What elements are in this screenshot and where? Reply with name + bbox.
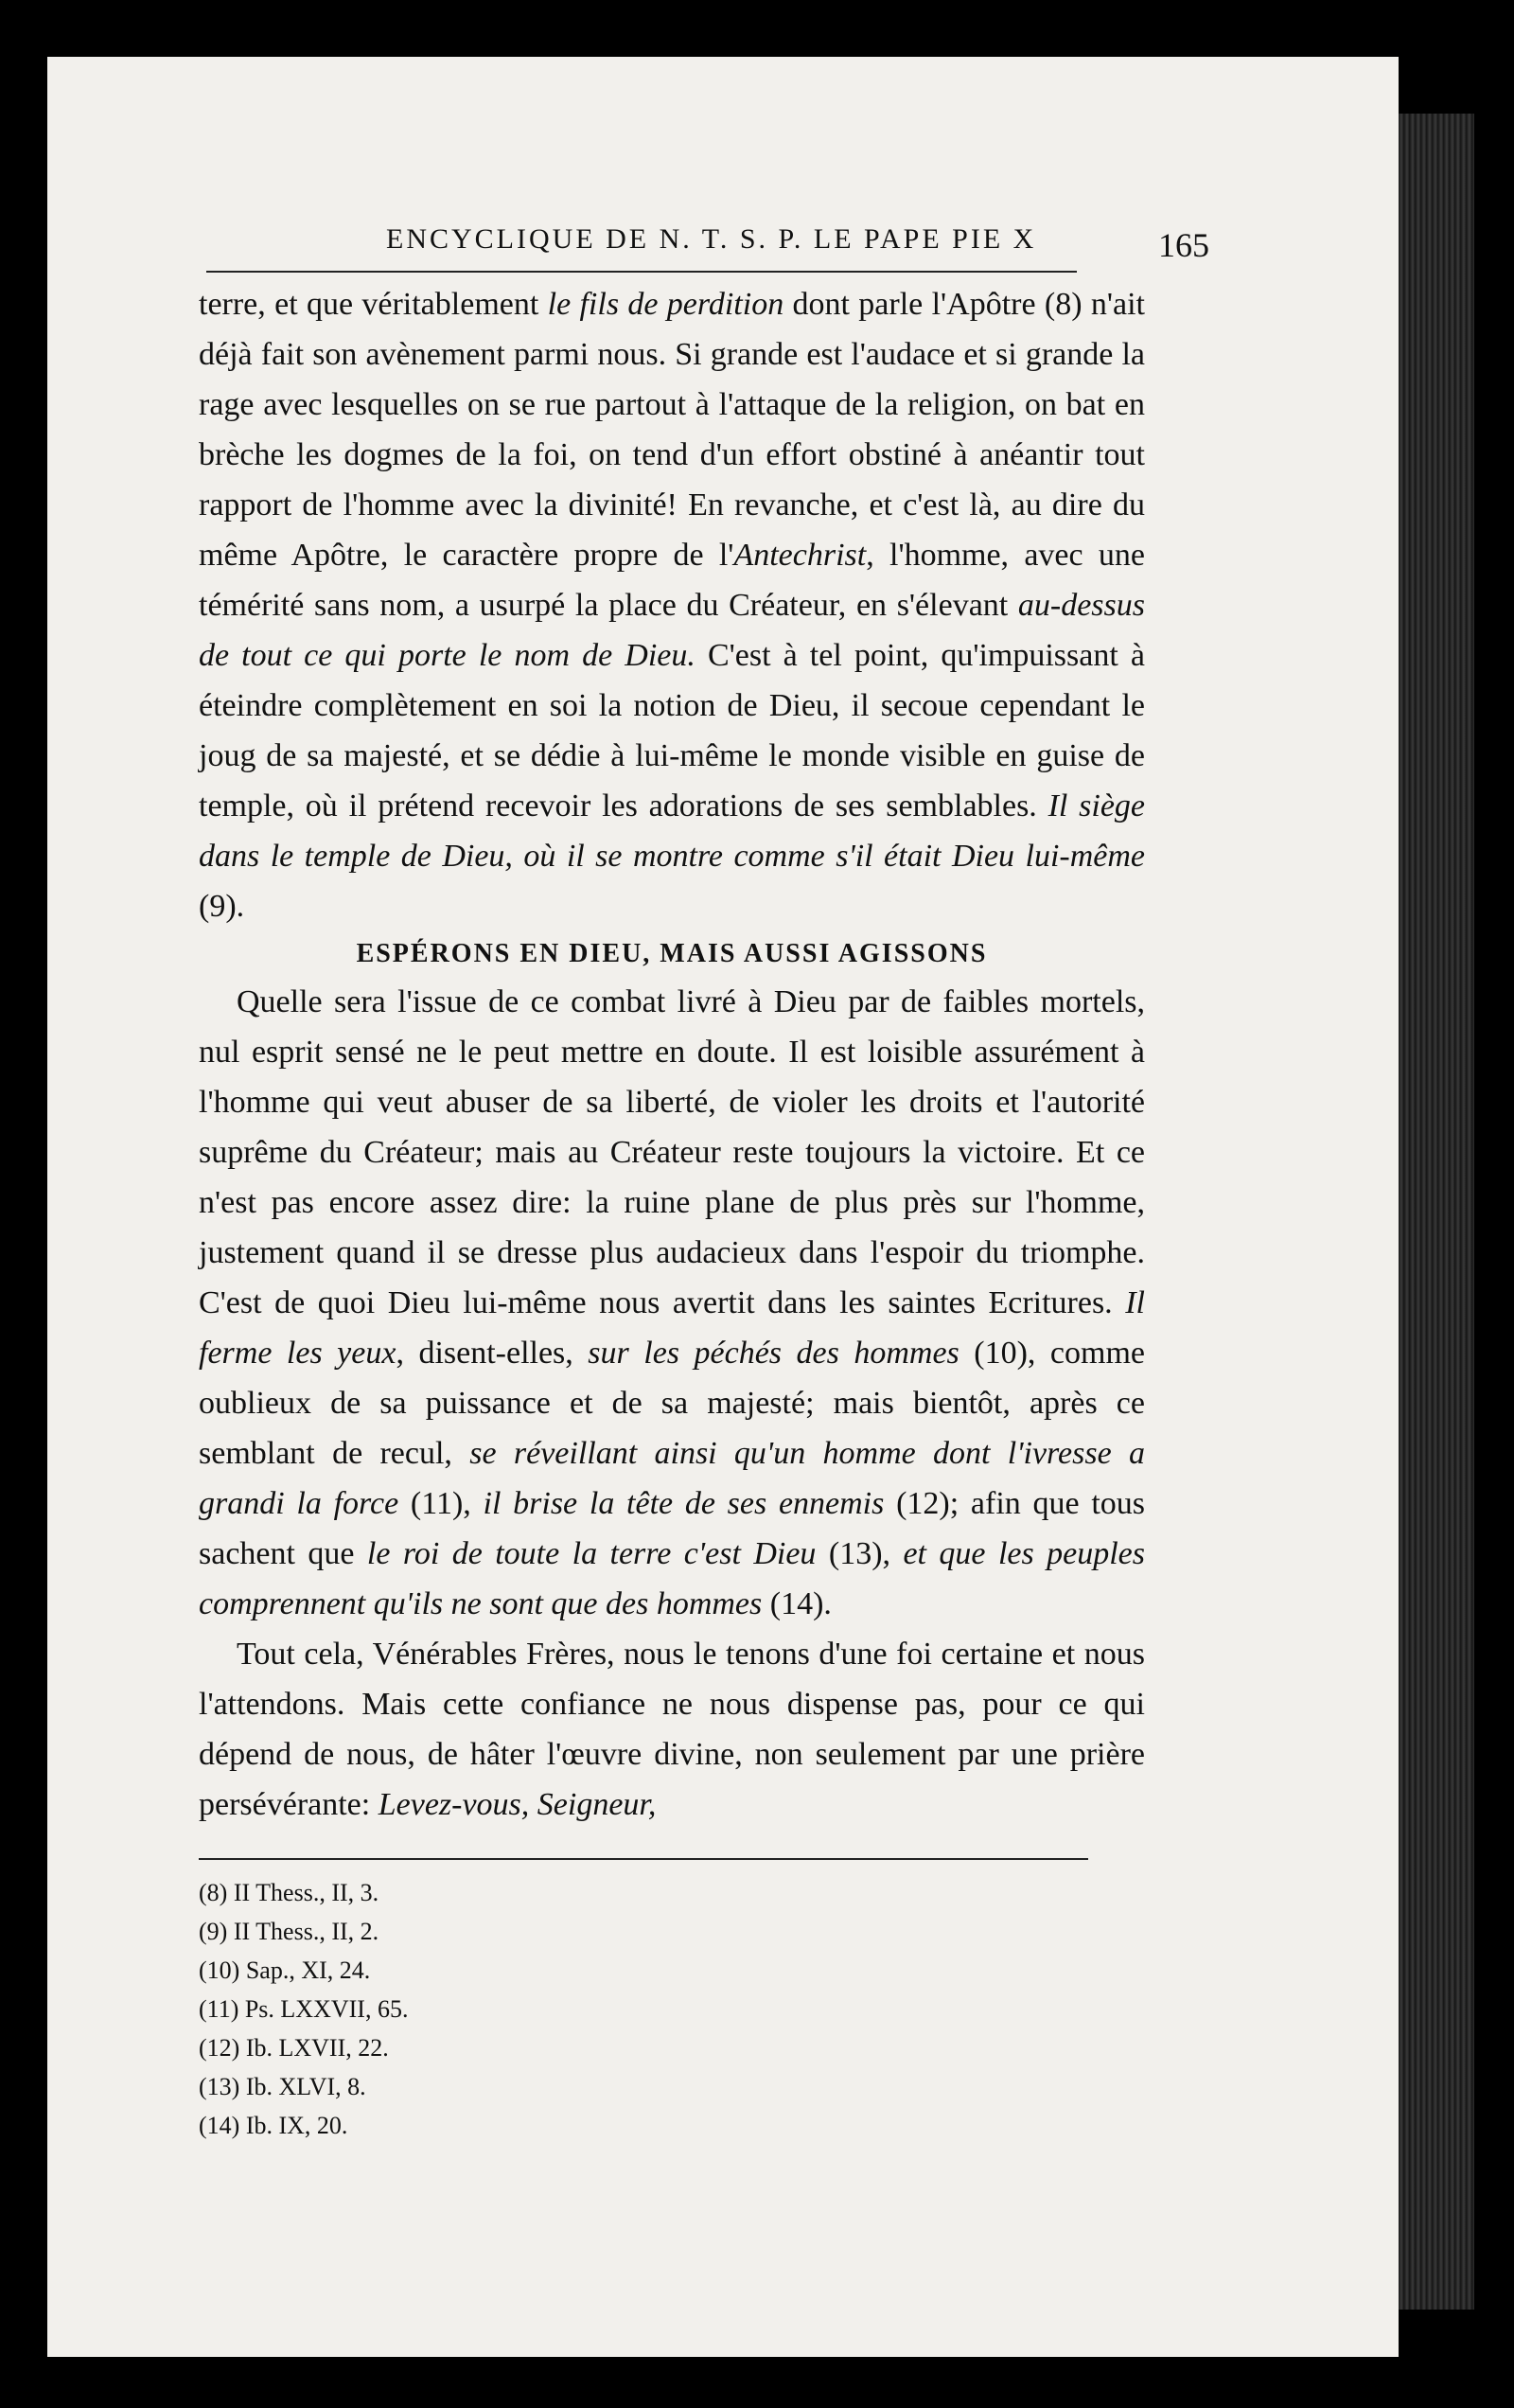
text-run: (10), comme oublieux de sa puissance et de sa majesté; mais bientôt, après ce semblant de recul, — [199, 1336, 1145, 1471]
text-run: Quelle sera l'issue de ce combat livré à Dieu par de faibles mortels, nul esprit sensé ne le peut mettre en doute. Il est loisible assurément à l'homme qui veut abuser de sa liberté, de violer les droits et l'autorité suprême du Créateur; mais au Créateur reste toujours la victoire. Et ce n'est pas encore assez dire: la ruine plane de plus près sur l'homme, justement quand il se dresse plus audacieux dans l'espoir du triomphe. C'est de quoi Dieu lui-même nous avertit dans les saintes Ecritures. — [199, 984, 1145, 1320]
italic-run: Il siège dans le temple de Dieu, où il se montre comme s'il était Dieu lui-même — [199, 788, 1145, 874]
italic-run: Levez-vous, Seigneur, — [378, 1787, 657, 1822]
text-run: (14). — [762, 1586, 832, 1621]
footnote-rule — [199, 1858, 1088, 1860]
italic-run: il brise la tête de ses ennemis — [483, 1486, 885, 1521]
footnote: (11) Ps. LXXVII, 65. — [199, 1995, 409, 2023]
paragraph-1 — [199, 279, 1145, 931]
italic-run: Antechrist — [733, 538, 867, 573]
text-run: (11), — [398, 1486, 484, 1521]
footnote: (12) Ib. LXVII, 22. — [199, 2034, 389, 2062]
book-page — [47, 57, 1399, 2357]
footnote: (10) Sap., XI, 24. — [199, 1956, 371, 1984]
italic-run: sur les péchés des hommes — [588, 1336, 959, 1371]
footnote: (13) Ib. XLVI, 8. — [199, 2073, 366, 2100]
header-rule — [206, 271, 1077, 273]
italic-run: le fils de perdition — [547, 287, 784, 322]
text-run: (13), — [816, 1536, 904, 1571]
footnote: (9) II Thess., II, 2. — [199, 1918, 379, 1945]
text-run: (9). — [199, 889, 245, 924]
italic-run: se réveillant ainsi qu'un homme dont l'ivresse a grandi la force — [199, 1436, 1145, 1521]
footnote: (14) Ib. IX, 20. — [199, 2112, 348, 2139]
italic-run: le roi de toute la terre c'est Dieu — [366, 1536, 817, 1571]
italic-run: et que les peuples comprennent qu'ils ne sont que des hommes — [199, 1536, 1145, 1621]
text-run: terre, et que véritablement — [199, 287, 548, 322]
text-run: , disent-elles, — [396, 1336, 589, 1371]
text-run: (12); afin que tous sachent que — [199, 1486, 1145, 1571]
text-run: Tout cela, Vénérables Frères, nous le tenons d'une foi certaine et nous l'attendons. Mais cette confiance ne nous dispense pas, pour ce qui dépend de nous, de hâter l'œuvre divine, non seulement par une prière persévérante: — [199, 1637, 1145, 1822]
text-run: C'est à tel point, qu'impuissant à éteindre complètement en soi la notion de Dieu, il secoue cependant le joug de sa majesté, et se dédie à lui-même le monde visible en guise de temple, où il prétend recevoir les adorations de ses semblables. — [199, 638, 1145, 823]
italic-run: Il ferme les yeux — [199, 1285, 1145, 1371]
page-body — [199, 279, 1145, 2145]
section-heading: ESPÉRONS EN DIEU, MAIS AUSSI AGISSONS — [356, 939, 988, 968]
running-head: ENCYCLIQUE DE N. T. S. P. LE PAPE PIE X — [386, 223, 1037, 255]
page-header — [206, 216, 1209, 273]
footnote-list — [199, 1873, 1145, 2145]
footnote: (8) II Thess., II, 3. — [199, 1879, 379, 1906]
italic-run: au-dessus de tout ce qui porte le nom de Dieu. — [199, 588, 1145, 673]
page-number: 165 — [1158, 226, 1209, 264]
paragraph-3 — [199, 1629, 1145, 1830]
text-run: , l'homme, avec une témérité sans nom, a usurpé la place du Créateur, en s'élevant — [199, 538, 1145, 623]
paragraph-2 — [199, 977, 1145, 1629]
book-fore-edge — [1399, 114, 1474, 2310]
text-run: dont parle l'Apôtre (8) n'ait déjà fait son avènement parmi nous. Si grande est l'audace et si grande la rage avec lesquelles on se rue partout à l'attaque de la religion, on bat en brèche les dogmes de la foi, on tend d'un effort obstiné à anéantir tout rapport de l'homme avec la divinité! En revanche, et c'est là, au dire du même Apôtre, le caractère propre de l' — [199, 287, 1145, 573]
